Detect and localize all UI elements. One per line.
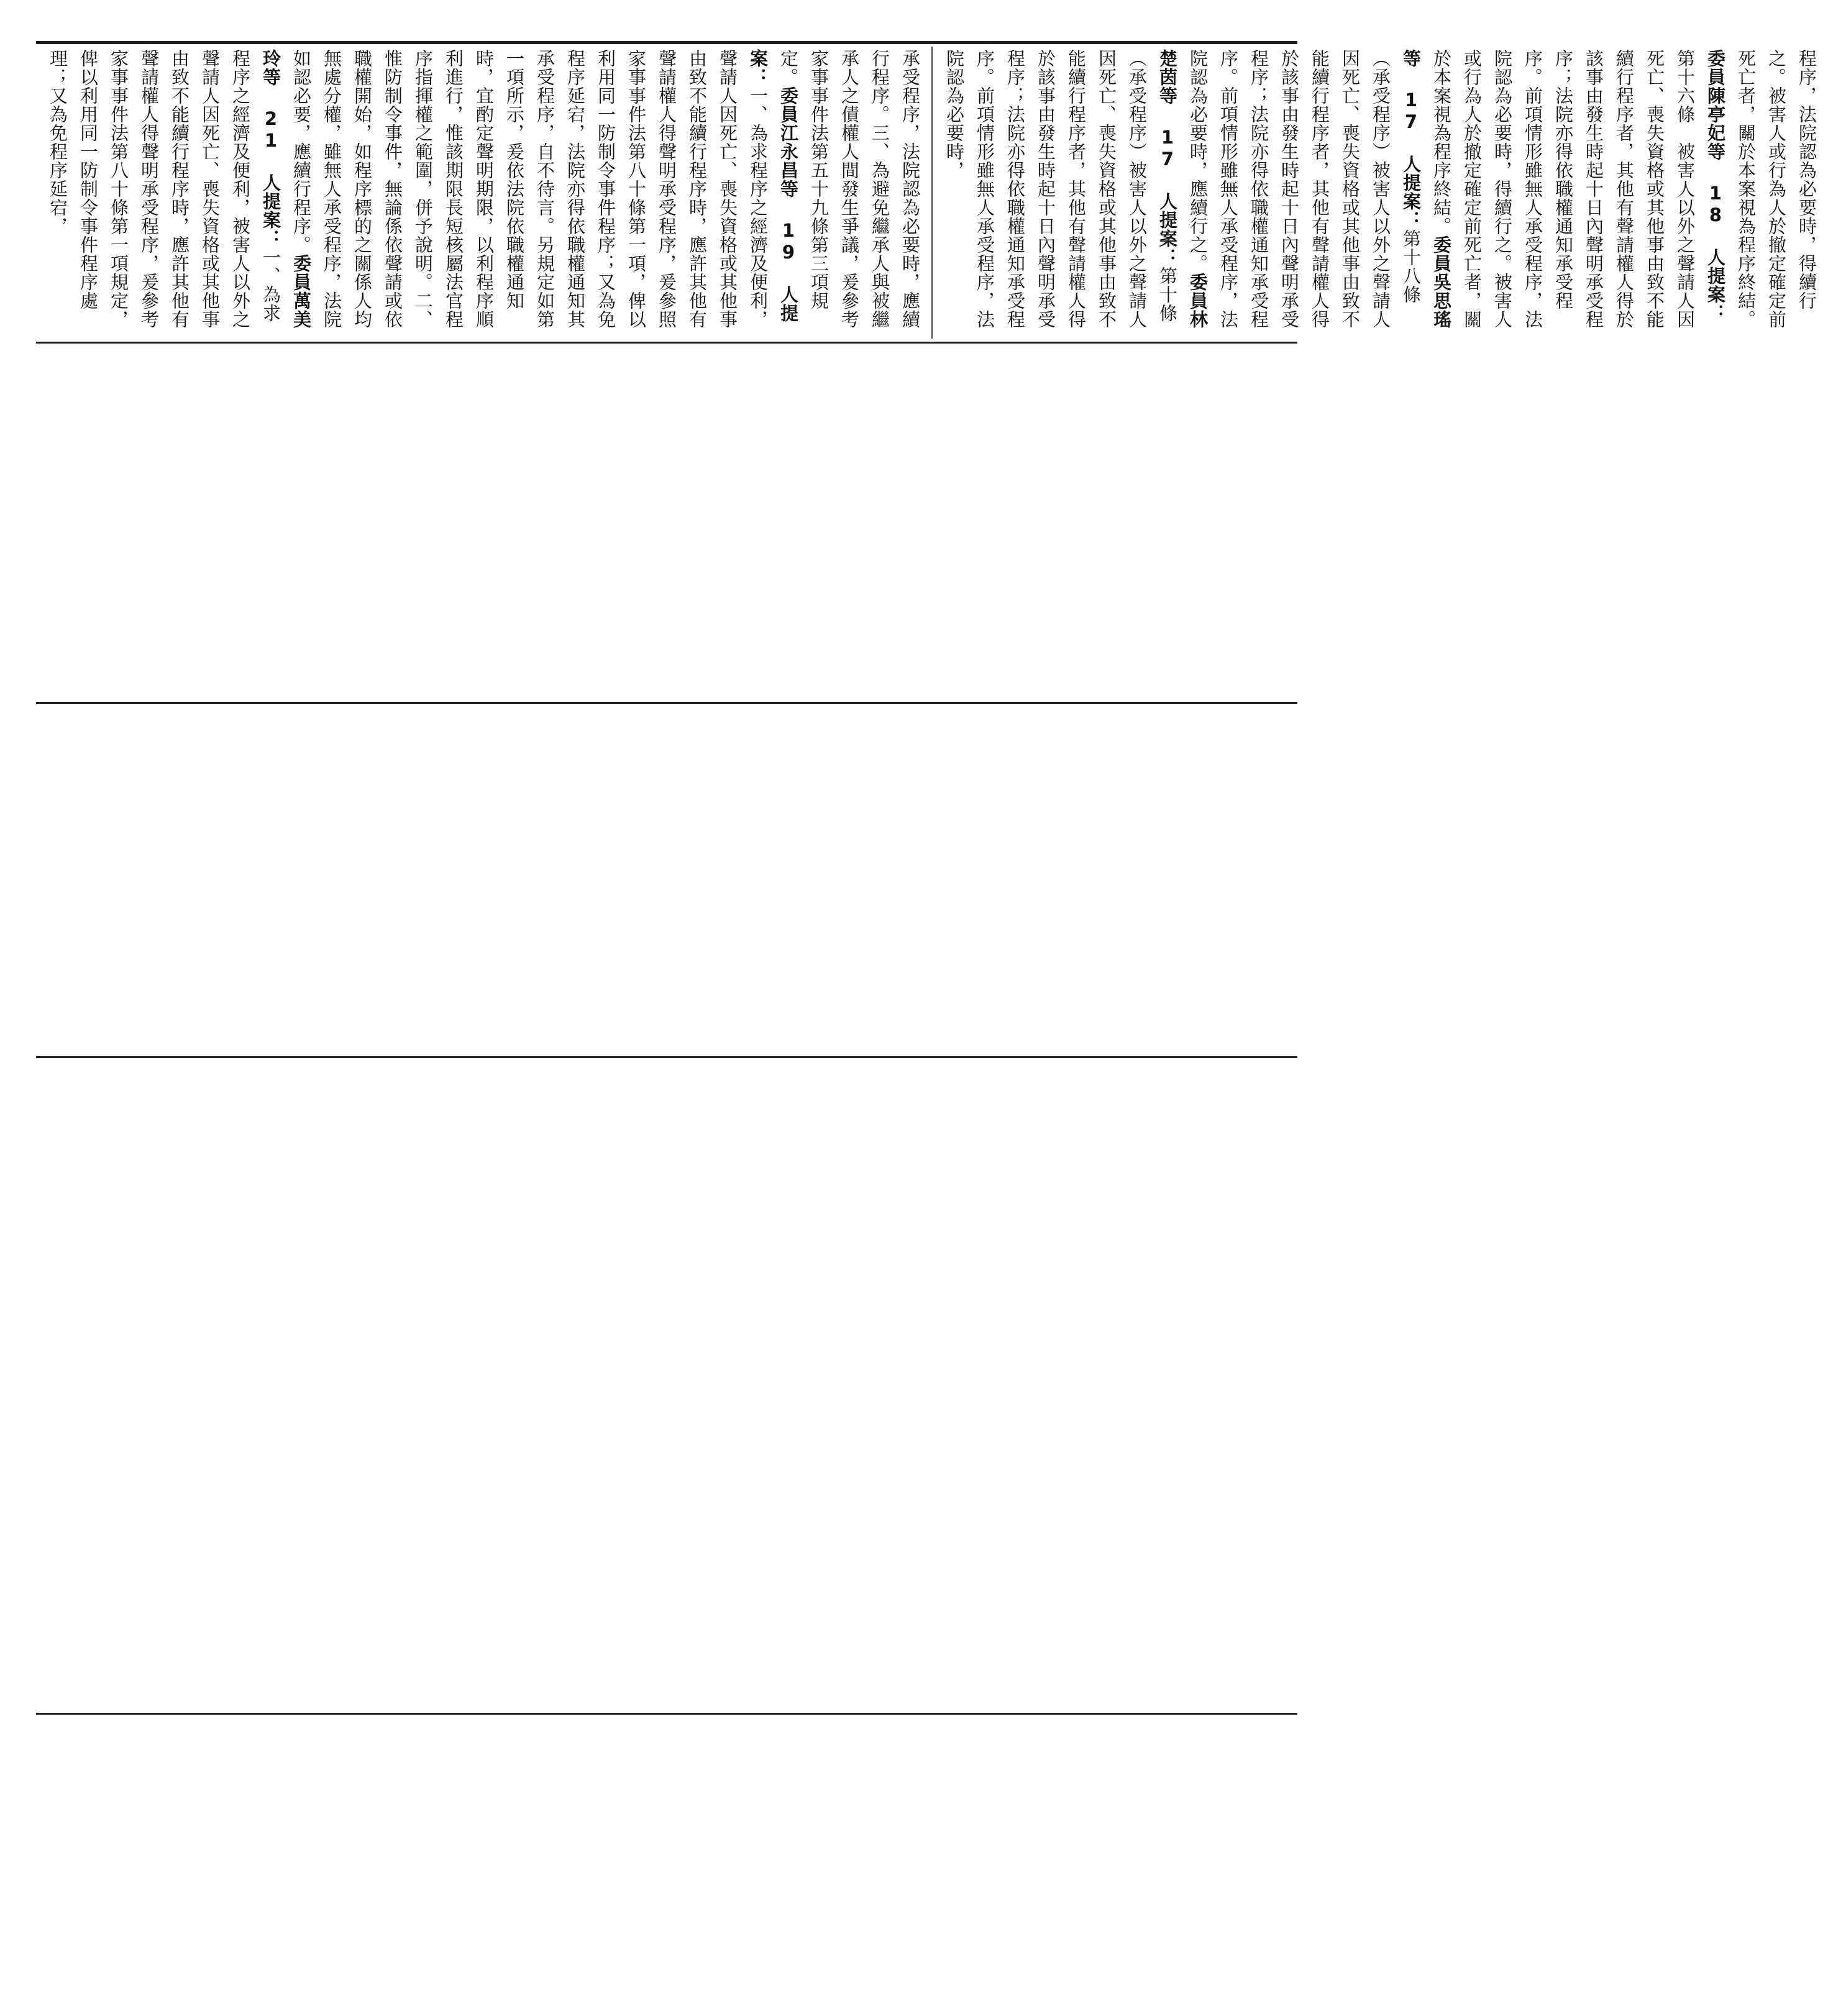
paragraph-text: 承受程序，法院認為必要時，應續行程序。 bbox=[869, 49, 921, 329]
paragraph-text: 第十八條 （承受程序）被害人以外之聲請人因死亡、喪失資格或其他事由致不能續行程序者，其他有聲請權人得於該事由發生時起十日內聲明承受程序；法院亦得依職權通知承受程序。 bbox=[1218, 49, 1422, 329]
paragraph-text: 第十條 （承受程序）被害人以外之聲請人因死亡、喪失資格或其他事由致不能續行程序者，其他有聲請權人得於該事由發生時起十日內聲明承受程序；法院亦得依職權通知承受程序。 bbox=[974, 49, 1178, 341]
paragraph-text: 前項情形雖無人承受程序，法院認為必要時，應續行之。 bbox=[1187, 49, 1239, 329]
top-rule bbox=[36, 41, 1297, 44]
paragraph-text: 被害人或行為人於撤定確定前死亡者，關於本案視為程序終結。 bbox=[1735, 49, 1787, 329]
proposal-heading: 委員陳亭妃等 18 人提案： bbox=[1705, 49, 1726, 322]
paragraph-text: 程序，法院認為必要時，得續行之。 bbox=[1766, 49, 1817, 310]
paragraph-text: 被害人或行為人於撤定確定前死亡者，關於本案視為程序終結。 bbox=[1431, 49, 1513, 329]
vertical-text-block bbox=[36, 47, 931, 339]
vertical-text-block bbox=[933, 47, 1828, 339]
proposal-heading: 委員吳思瑤等 17 人提案： bbox=[1401, 49, 1452, 329]
section-rule bbox=[36, 342, 1297, 344]
paragraph bbox=[413, 49, 799, 329]
section-rule bbox=[36, 1713, 1297, 1715]
paragraph-text: 前項情形雖無人承受程序，法院認為必要時，得續行之。 bbox=[1492, 49, 1543, 329]
paragraph-text: 第十六條 被害人以外之聲請人因死亡、喪失資格或其他事由致不能續行程序者，其他有聲請權人得於該事由發生時起十日內聲明承受程序；法院亦得依職權通知承受程序。 bbox=[1522, 49, 1696, 329]
paragraph bbox=[974, 49, 1209, 341]
paragraph bbox=[1735, 49, 1787, 329]
section-rule bbox=[36, 702, 1297, 704]
proposal-heading: 委員萬美玲等 21 人提案： bbox=[260, 49, 312, 329]
text-column bbox=[931, 47, 1828, 339]
paragraph-text: 二、惟防制令事件，無論係依聲請或依職權開始，如程序標的之關係人均無處分權，雖無人承受程序，法院如認必要，應續行程序。 bbox=[291, 49, 434, 329]
section-rule bbox=[36, 1056, 1297, 1058]
paragraph-text: 一、為求程序之經濟及便利，聲請人因死亡、喪失資格或其他事由致不能續行程序時，應許其他有聲請權人得聲明承受程序，爰參照家事事件法第八十條第一項，俾以利用同一防制令事件程序；又為免程序延宕，法院亦得依職權通知其承受程序，自不待言。另規定如第一項所示，爰依法院依職權通知時，宜酌定聲明期限，以利程序順利進行，惟該期限長短核屬法官程序指揮權之範圍，併予說明。 bbox=[413, 49, 769, 329]
text-row-1 bbox=[36, 47, 1817, 341]
paragraph-text: 前項情形雖無人承受程序，法院認為必要時， bbox=[944, 49, 995, 329]
paragraph bbox=[1218, 49, 1452, 329]
paragraph-text: 一、為求程序之經濟及便利，被害人以外之聲請人因死亡、喪失資格或其他事由致不能續行程序時，應許其他有聲請權人得聲明承受程序，爰參考家事事件法第八十條第一項規定，俾以利用同一防制令事件程序處理；又為免程序延宕， bbox=[47, 49, 281, 329]
proposal-heading: 委員江永昌等 19 人提案： bbox=[747, 49, 799, 322]
paragraph bbox=[47, 49, 312, 329]
paragraph bbox=[1522, 49, 1726, 329]
proposal-heading: 委員林楚茵等 17 人提案： bbox=[1157, 49, 1209, 329]
paragraph-text: 三、為避免繼承人與被繼承人之債權人間發生爭議，爰參考家事事件法第五十九條第三項規定。 bbox=[778, 49, 890, 329]
text-column bbox=[36, 47, 931, 339]
paragraph bbox=[944, 49, 995, 329]
